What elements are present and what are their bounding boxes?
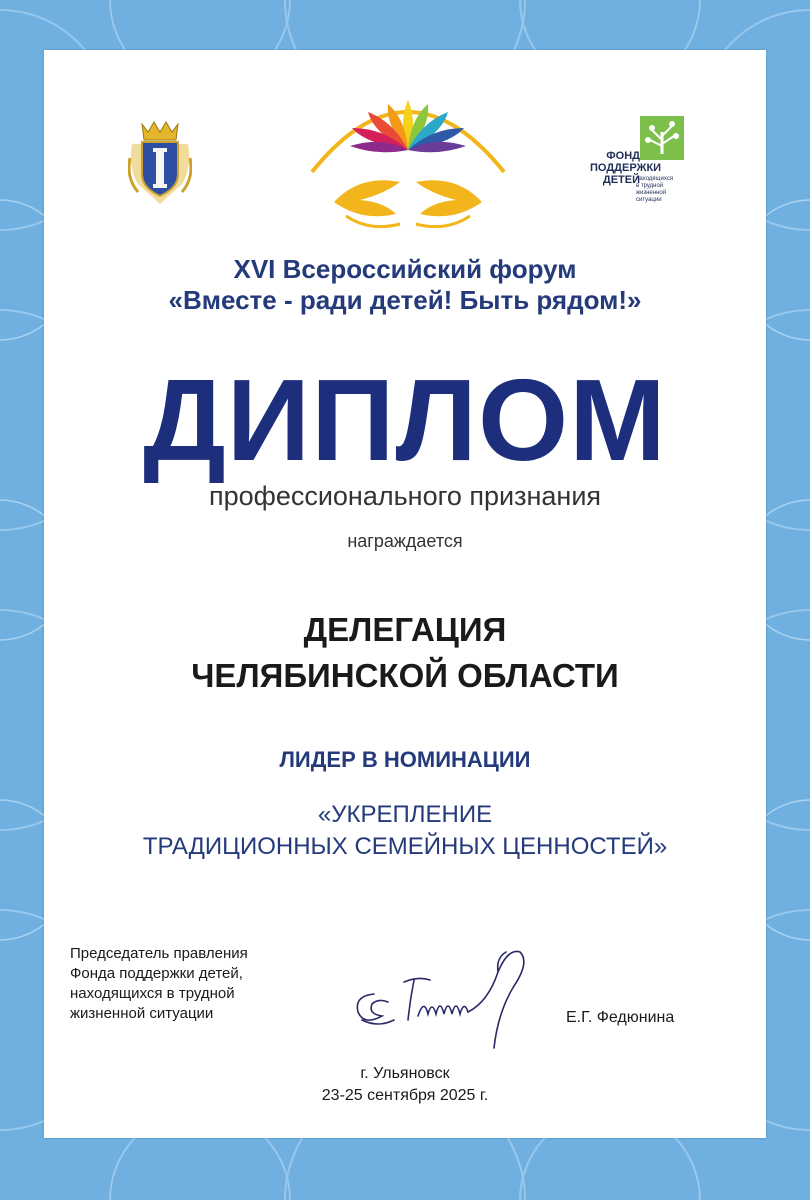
fund-subtitle [636, 176, 696, 204]
signatory-position [70, 944, 330, 1024]
fund-name-line: ПОДДЕРЖКИ [590, 162, 662, 174]
city: г. Ульяновск [360, 1065, 450, 1082]
handwritten-signature [348, 942, 532, 1054]
fund-subtitle-line: ситуации [636, 197, 662, 203]
signatory-name: Е.Г. Федюнина [566, 1009, 675, 1026]
awarded-label: награждается [347, 531, 463, 551]
recipient-line2: ЧЕЛЯБИНСКОЙ ОБЛАСТИ [191, 657, 619, 694]
nomination-label: ЛИДЕР В НОМИНАЦИИ [279, 747, 531, 772]
fund-subtitle-line: находящихся [636, 176, 674, 182]
signatory-position-line: находящихся в трудной [70, 985, 235, 1002]
fund-name-line: ДЕТЕЙ [602, 174, 640, 186]
lotus-hands-logo-icon [300, 82, 516, 240]
signatory-position-line: Председатель правления [70, 945, 248, 962]
signatory-position-line: жизненной ситуации [70, 1005, 214, 1022]
diploma-title: ДИПЛОМ [143, 355, 667, 485]
nomination-line1: «УКРЕПЛЕНИЕ [317, 801, 493, 828]
signatory-position-line: Фонда поддержки детей, [70, 965, 243, 982]
coat-of-arms-icon [128, 118, 192, 206]
nomination-line2: ТРАДИЦИОННЫХ СЕМЕЙНЫХ ЦЕННОСТЕЙ» [142, 833, 668, 860]
forum-title-line1: XVI Всероссийский форум [233, 254, 577, 284]
fund-subtitle-line: в трудной [636, 183, 664, 189]
fund-name-line: ФОНД [606, 150, 640, 162]
event-dates: 23-25 сентября 2025 г. [321, 1087, 489, 1104]
forum-title-line2: «Вместе - ради детей! Быть рядом!» [168, 285, 642, 315]
diploma-subtitle: профессионального признания [208, 481, 602, 511]
fund-subtitle-line: жизненной [636, 190, 667, 196]
recipient-line1: ДЕЛЕГАЦИЯ [303, 611, 507, 648]
